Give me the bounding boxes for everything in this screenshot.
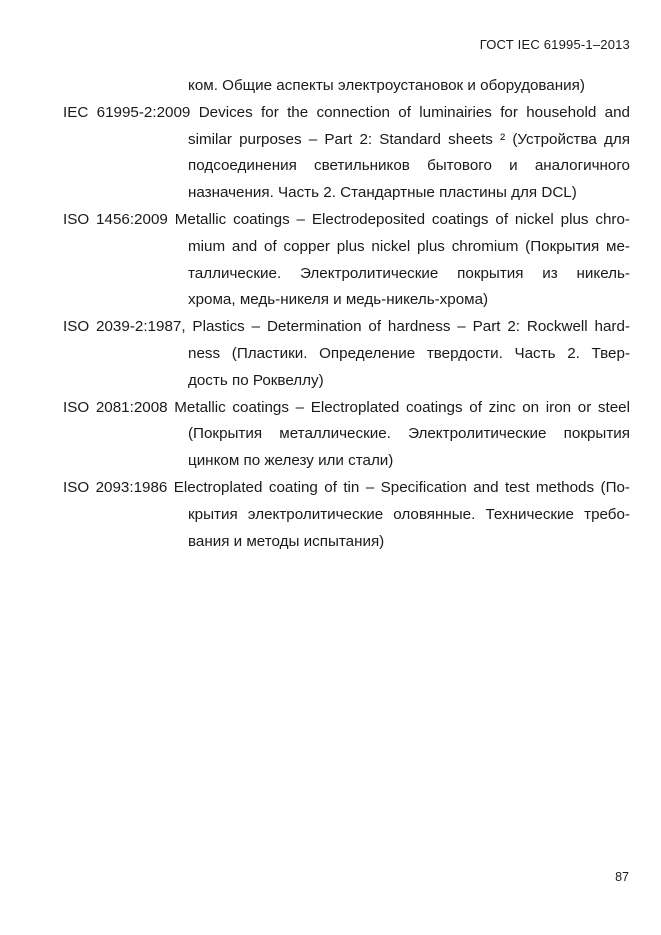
normative-references-list <box>63 73 630 555</box>
document-header: ГОСТ IEC 61995-1–2013 <box>479 37 630 52</box>
reference-line: ISO 2093:1986 Electroplated coating of tin – Specification and test methods (По- <box>63 478 630 496</box>
reference-line: ness (Пластики. Определение твердости. Часть 2. Твер- <box>188 344 630 362</box>
reference-continuation-line: ком. Общие аспекты электроустановок и оборудования) <box>188 77 585 94</box>
reference-line: ISO 2081:2008 Metallic coatings – Electroplated coatings of zinc on iron or steel <box>63 398 630 416</box>
page-number: 87 <box>615 870 629 884</box>
reference-iso-1456 <box>63 207 630 314</box>
reference-line: крытия электролитические оловянные. Технические требо- <box>188 505 630 523</box>
reference-line: ISO 2039-2:1987, Plastics – Determination of hardness – Part 2: Rockwell hard- <box>63 318 630 336</box>
reference-line: назначения. Часть 2. Стандартные пластины для DCL) <box>188 184 577 202</box>
reference-line: подсоединения светильников бытового и аналогичного <box>188 157 630 175</box>
reference-line: вания и методы испытания) <box>188 532 385 550</box>
reference-line: таллические. Электролитические покрытия из никель- <box>188 264 630 282</box>
reference-line: хрома, медь-никеля и медь-никель-хрома) <box>188 291 489 309</box>
reference-line: цинком по железу или стали) <box>188 452 394 470</box>
reference-iso-2081 <box>63 395 630 475</box>
reference-line: (Покрытия металлические. Электролитические покрытия <box>188 425 630 443</box>
reference-line: similar purposes – Part 2: Standard sheets ² (Устройства для <box>188 130 630 148</box>
reference-line: дость по Роквеллу) <box>188 371 324 389</box>
reference-iso-2093 <box>63 475 630 555</box>
reference-line: ISO 1456:2009 Metallic coatings – Electrodeposited coatings of nickel plus chro- <box>63 210 630 228</box>
reference-iec-61995-2 <box>63 100 630 207</box>
reference-iso-2039-2 <box>63 314 630 394</box>
reference-line: IEC 61995-2:2009 Devices for the connection of luminairies for household and <box>63 103 630 121</box>
reference-line: mium and of copper plus nickel plus chromium (Покрытия ме- <box>188 237 630 255</box>
